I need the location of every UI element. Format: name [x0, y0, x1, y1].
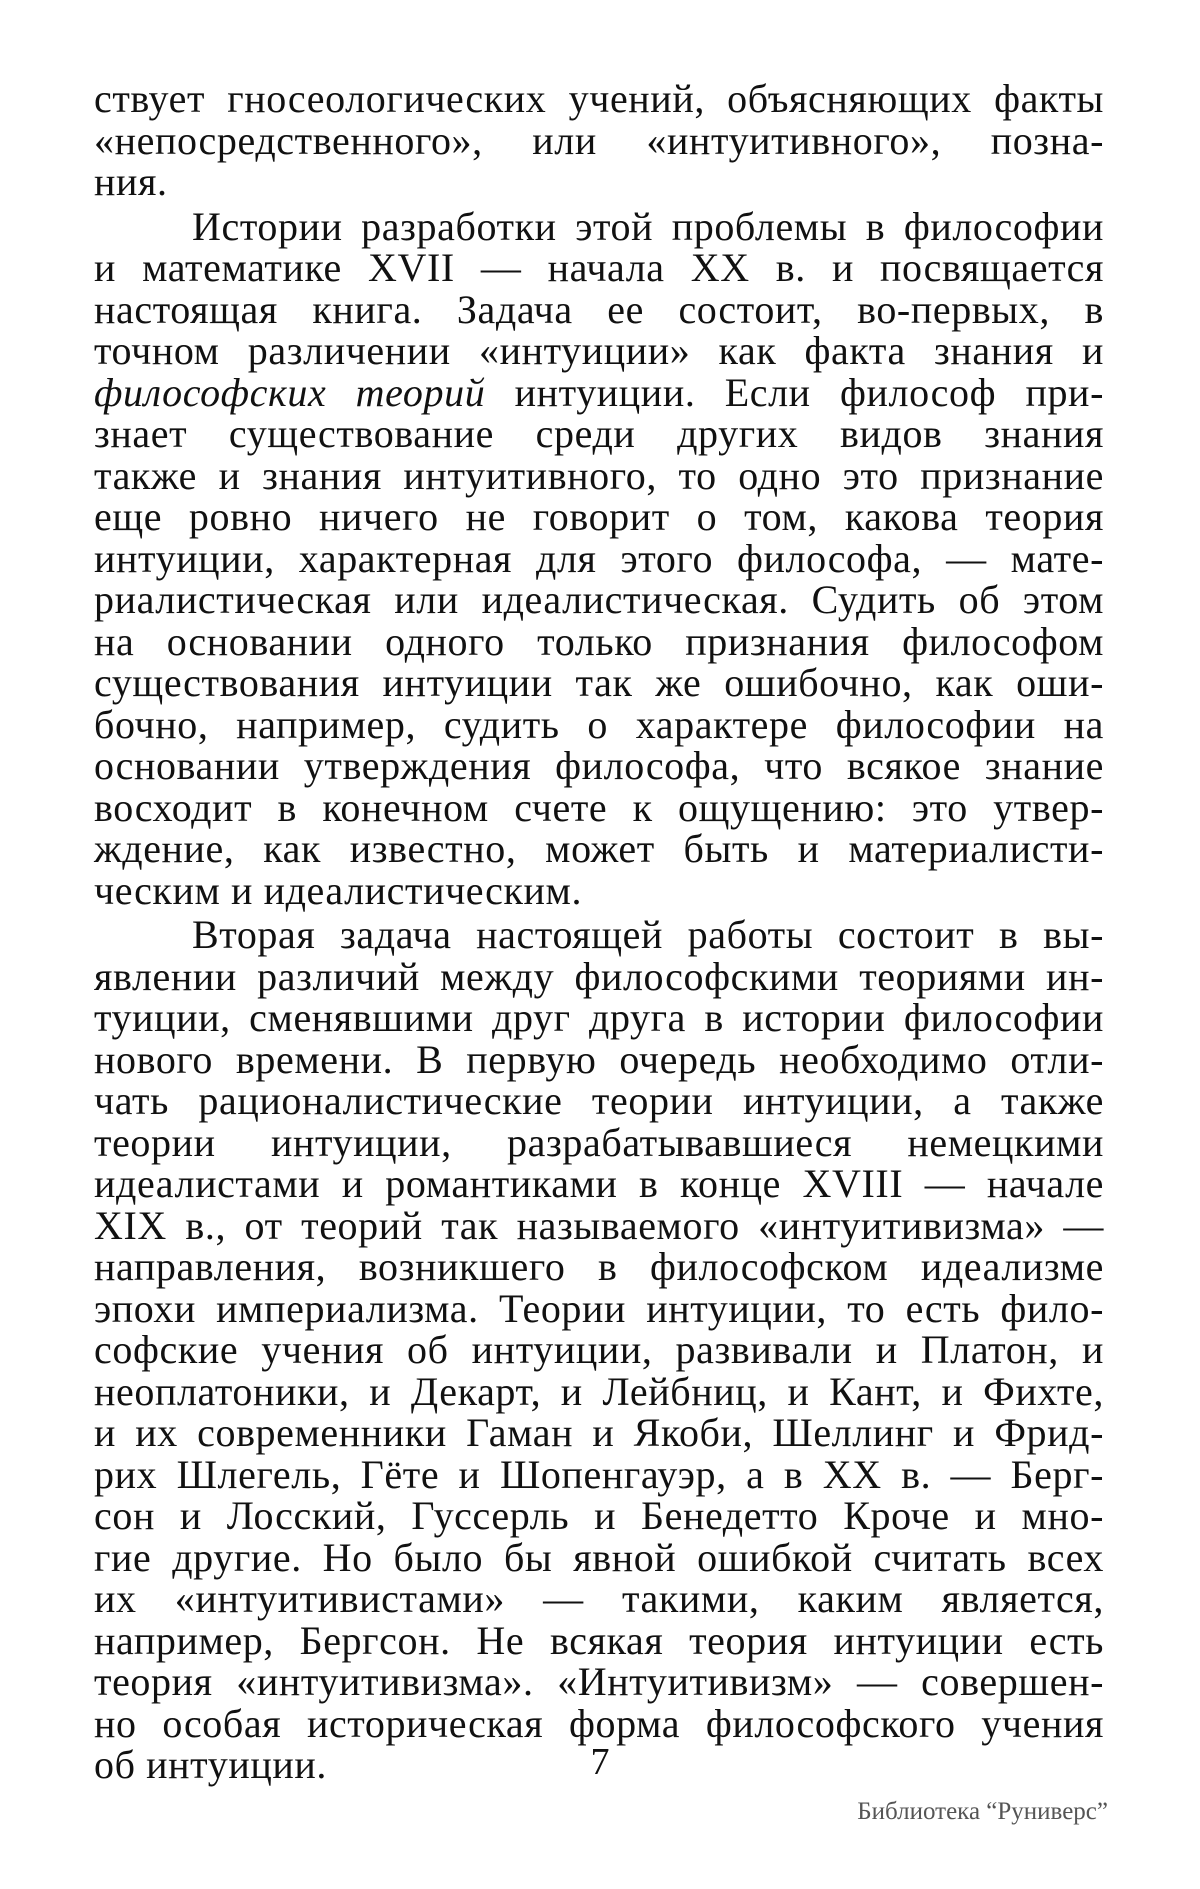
text-line: настоящая книга. Задача ее состоит, во-первых, в — [94, 286, 1104, 332]
text-line-with-italic: философских теорий интуиции. Если философ при- — [94, 369, 1104, 415]
text-line: рих Шлегель, Гёте и Шопенгауэр, а в XX в. — Берг- — [94, 1451, 1104, 1497]
text-line: неоплатоники, и Декарт, и Лейбниц, и Кант, и Фихте, — [94, 1368, 1104, 1414]
text-line: туиции, сменявшими друг друга в истории философии — [94, 995, 1104, 1040]
text-line: теории интуиции, разрабатывавшиеся немецкими — [94, 1119, 1104, 1165]
text-line: Истории разработки этой проблемы в философии — [192, 203, 1104, 249]
text-line: основании утверждения философа, что всякое знание — [94, 743, 1104, 788]
text-line: «непосредственного», или «интуитивного», позна- — [94, 117, 1104, 163]
text-line: ждение, как известно, может быть и материалисти- — [94, 826, 1104, 871]
text-line: и математике XVII — начала XX в. и посвящается — [94, 245, 1104, 290]
text-line: знает существование среди других видов знания — [94, 411, 1104, 456]
library-watermark: Библиотека “Руниверс” — [857, 1798, 1108, 1825]
text-line: нового времени. В первую очередь необходимо отли- — [94, 1036, 1104, 1082]
text-line: риалистическая или идеалистическая. Судить об этом — [94, 577, 1104, 622]
text-line: точном различении «интуиции» как факта знания и — [94, 328, 1104, 373]
text-line: софские учения об интуиции, развивали и Платон, и — [94, 1327, 1104, 1372]
text-line: сон и Лосский, Гуссерль и Бенедетто Кроче и мно- — [94, 1493, 1104, 1538]
text-line: чать рационалистические теории интуиции, а также — [94, 1078, 1104, 1123]
paragraph — [94, 914, 1104, 1786]
text-line: и их современники Гаман и Якоби, Шеллинг и Фрид- — [94, 1410, 1104, 1455]
text-line: Вторая задача настоящей работы состоит в вы- — [192, 912, 1104, 957]
page-body — [94, 78, 1104, 1786]
text-line: об интуиции. — [94, 1742, 327, 1787]
italic-phrase: философских теорий — [94, 369, 486, 415]
text-line: ния. — [94, 159, 168, 204]
text-line: также и знания интуитивного, то одно это признание — [94, 452, 1104, 498]
text-line: явлении различий между философскими теориями ин- — [94, 953, 1104, 999]
text-line: существования интуиции так же ошибочно, как оши- — [94, 660, 1104, 705]
text-line: эпохи империализма. Теории интуиции, то есть фило- — [94, 1285, 1104, 1331]
text-line: их «интуитивистами» — такими, каким является, — [94, 1576, 1104, 1621]
text-line: интуиции, характерная для этого философа, — мате- — [94, 535, 1104, 581]
text-line: XIX в., от теорий так называемого «интуитивизма» — — [94, 1202, 1104, 1248]
text-line: восходит в конечном счете к ощущению: это утвер- — [94, 784, 1104, 830]
text-line: ческим и идеалистическим. — [94, 867, 583, 913]
paragraph — [94, 203, 1104, 913]
text-line: на основании одного только признания философом — [94, 618, 1104, 664]
text-line: бочно, например, судить о характере философии на — [94, 701, 1104, 747]
text-line: но особая историческая форма философского учения — [94, 1700, 1104, 1746]
text-line: гие другие. Но было бы явной ошибкой считать всех — [94, 1534, 1104, 1580]
paragraph — [94, 78, 1104, 203]
page-number: 7 — [590, 1741, 610, 1783]
text-line: еще ровно ничего не говорит о том, какова теория — [94, 494, 1104, 539]
text-line: ствует гносеологических учений, объясняющих факты — [94, 76, 1104, 121]
text-line: идеалистами и романтиками в конце XVIII — начале — [94, 1161, 1104, 1206]
text-line: направления, возникшего в философском идеализме — [94, 1244, 1104, 1289]
text-line: например, Бергсон. Не всякая теория интуиции есть — [94, 1617, 1104, 1663]
text-line: теория «интуитивизма». «Интуитивизм» — совершен- — [94, 1659, 1104, 1704]
